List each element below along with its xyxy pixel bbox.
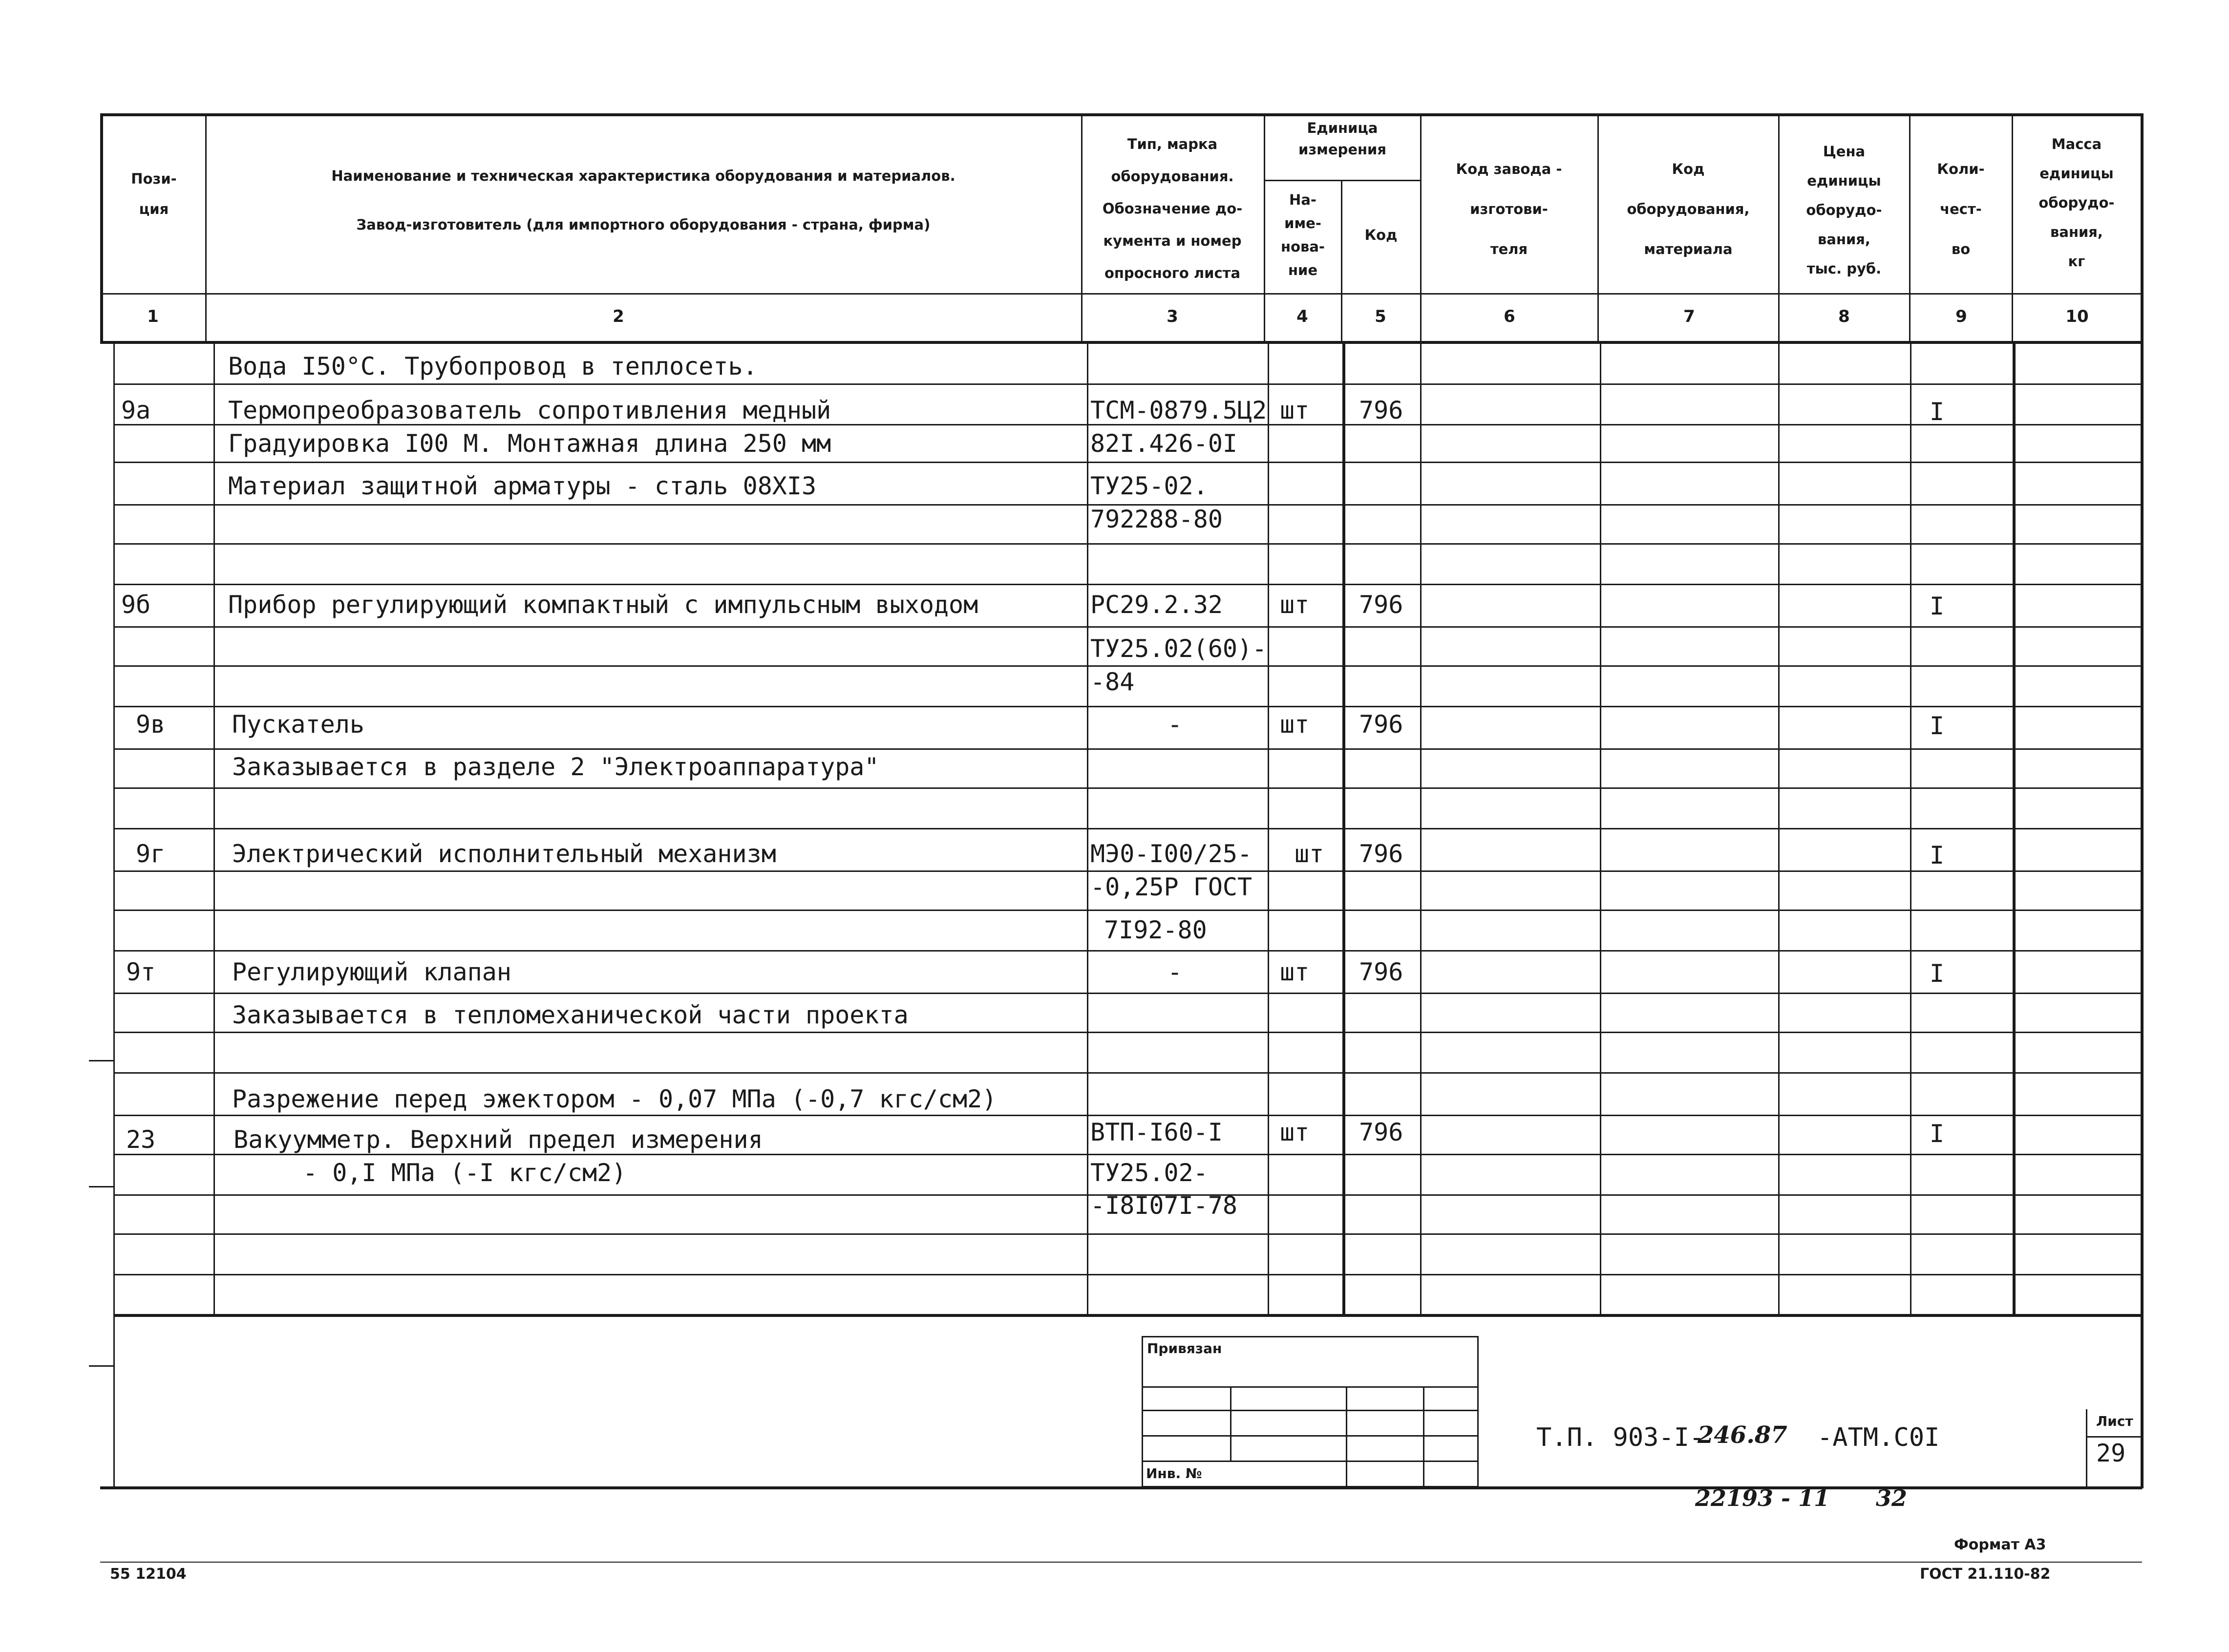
row-type: 792288-80 (1090, 505, 1223, 533)
row-line (113, 1274, 2141, 1275)
format-label: Формат А3 (1954, 1536, 2046, 1553)
column-number: 1 (147, 307, 159, 326)
row-position: 9б (121, 591, 151, 619)
sheet-box (2086, 1409, 2141, 1486)
margin-tick (89, 1186, 113, 1187)
row-name: Вода I50°C. Трубопровод в теплосеть. (228, 352, 758, 381)
table-left-border (100, 113, 103, 342)
row-type: МЭ0-I00/25- (1090, 840, 1252, 868)
stamp-line (1143, 1386, 1477, 1388)
column-number: 10 (2065, 307, 2089, 326)
sheet-label: Лист (2096, 1413, 2133, 1429)
row-type: РС29.2.32 (1090, 591, 1223, 619)
row-type: - (1168, 958, 1183, 986)
row-line (113, 1032, 2141, 1033)
row-line (113, 993, 2141, 994)
row-type: - (1168, 710, 1183, 739)
row-quantity: I (1930, 712, 1945, 740)
header-quantity: Коли- чест- во (1937, 161, 1985, 257)
row-type: ТУ25.02- (1090, 1159, 1208, 1187)
bound-label: Привязан (1147, 1340, 1222, 1356)
left-code: 55 12104 (110, 1566, 187, 1583)
header-col-sep-4 (1341, 180, 1342, 342)
row-unit-code: 796 (1359, 396, 1403, 424)
row-quantity: I (1930, 592, 1945, 620)
header-unit-group: Единица измерения (1298, 120, 1386, 158)
row-line (113, 462, 2141, 463)
stamp-line (1230, 1386, 1231, 1462)
header-type: Тип, марка оборудования. Обозначение до- кумента и номер опросного листа (1102, 136, 1243, 281)
stamp-line (1143, 1435, 1477, 1437)
row-line (113, 706, 2141, 707)
document-code-handwritten: 246.87 (1698, 1421, 1787, 1449)
row-type: ТСМ-0879.5Ц2 (1090, 396, 1267, 424)
row-quantity: I (1930, 841, 1945, 869)
sheet-bottom-border (100, 1486, 2142, 1489)
row-position: 9г (136, 840, 166, 868)
row-line (113, 584, 2141, 585)
row-type: ТУ25.02(60)- (1090, 635, 1267, 663)
stamp-line (1143, 1461, 1477, 1462)
sheet-box-divider (2087, 1436, 2141, 1438)
row-quantity: I (1930, 1120, 1945, 1148)
header-unit-name: На- име- нова- ние (1281, 191, 1325, 278)
row-name: Заказывается в разделе 2 "Электроаппаратура" (232, 753, 879, 781)
column-number: 2 (613, 307, 624, 326)
archive-number: 22193 - 11 (1695, 1485, 1830, 1511)
row-line (113, 1072, 2141, 1074)
row-name: Градуировка I00 М. Монтажная длина 250 мм (228, 429, 831, 458)
row-type: -84 (1090, 668, 1135, 696)
row-name: Прибор регулирующий компактный с импульсным выходом (228, 591, 978, 619)
table-right-border (2141, 113, 2144, 1488)
column-number: 4 (1296, 307, 1308, 326)
row-position: 23 (126, 1125, 156, 1154)
archive-page: 32 (1876, 1485, 1908, 1511)
row-name: Регулирующий клапан (232, 958, 511, 986)
header-unit-code: Код (1364, 227, 1398, 243)
row-unit-code: 796 (1359, 591, 1403, 619)
row-unit-code: 796 (1359, 958, 1403, 986)
header-mass: Масса единицы оборудо- вания, кг (2038, 136, 2115, 270)
row-quantity: I (1930, 398, 1945, 426)
table-body-bottom-border (113, 1314, 2141, 1317)
row-line (113, 1233, 2141, 1235)
row-line (113, 787, 2141, 789)
column-number: 9 (1955, 307, 1967, 326)
row-name: - 0,I МПа (-I кгс/см2) (303, 1159, 627, 1187)
column-number: 7 (1683, 307, 1695, 326)
row-unit: шт (1295, 840, 1324, 868)
row-line (113, 1115, 2141, 1116)
row-position: 9в (136, 710, 166, 739)
stamp-line (1423, 1386, 1424, 1486)
row-name: Вакуумметр. Верхний предел измерения (234, 1125, 763, 1154)
row-line (113, 626, 2141, 628)
stamp-line (1346, 1386, 1347, 1486)
row-quantity: I (1930, 959, 1945, 988)
row-line (113, 543, 2141, 545)
row-unit: шт (1280, 958, 1310, 986)
row-name: Электрический исполнительный механизм (232, 840, 776, 868)
header-bottom-border (100, 293, 2142, 295)
document-code-suffix: -АТМ.С0I (1817, 1423, 1940, 1452)
row-line (113, 383, 2141, 385)
row-unit-code: 796 (1359, 1118, 1403, 1146)
row-name: Термопреобразователь сопротивления медный (228, 396, 831, 424)
row-name: Разрежение перед эжектором - 0,07 МПа (-0,7 кгс/см2) (232, 1085, 997, 1113)
row-line (113, 748, 2141, 750)
row-type: -0,25Р ГОСТ (1090, 873, 1252, 901)
margin-tick (89, 1365, 113, 1367)
row-type: ВТП-I60-I (1090, 1118, 1223, 1146)
row-unit: шт (1280, 396, 1310, 424)
row-line (113, 910, 2141, 911)
header-price: Цена единицы оборудо- вания, тыс. руб. (1806, 143, 1882, 277)
binding-stamp (1142, 1336, 1479, 1487)
row-position: 9а (121, 396, 151, 424)
table-top-border (100, 113, 2142, 116)
row-unit-code: 796 (1359, 710, 1403, 739)
row-type: ТУ25-02. (1090, 472, 1208, 500)
row-name: Пускатель (232, 710, 364, 739)
row-type: 7I92-80 (1104, 916, 1207, 944)
footer-line (100, 1562, 2142, 1563)
row-line (113, 828, 2141, 829)
row-line (113, 950, 2141, 952)
header-name: Наименование и техническая характеристика оборудования и материалов. Завод-изготовитель (для импортного оборудования - страна, фирма) (331, 168, 955, 233)
row-line (113, 1154, 2141, 1155)
header-manufacturer-code: Код завода - изготови- теля (1456, 161, 1562, 257)
standard-label: ГОСТ 21.110-82 (1920, 1566, 2051, 1583)
row-unit: шт (1280, 591, 1310, 619)
column-number: 5 (1375, 307, 1386, 326)
sheet-number: 29 (2096, 1439, 2126, 1467)
row-position: 9т (126, 958, 156, 986)
row-unit-code: 796 (1359, 840, 1403, 868)
row-line (113, 870, 2141, 872)
document-code-prefix: Т.П. 903-I- (1536, 1423, 1705, 1452)
row-type: 82I.426-0I (1090, 429, 1238, 458)
inventory-number-label: Инв. № (1146, 1465, 1202, 1482)
stamp-line (1143, 1410, 1477, 1411)
column-number: 8 (1838, 307, 1850, 326)
row-name: Материал защитной арматуры - сталь 08XI3 (228, 472, 817, 500)
row-type: -I8I07I-78 (1090, 1191, 1238, 1220)
row-unit: шт (1280, 1118, 1310, 1146)
column-number: 3 (1167, 307, 1178, 326)
header-equipment-code: Код оборудования, материала (1627, 161, 1750, 257)
row-line (113, 665, 2141, 667)
margin-tick (89, 1060, 113, 1061)
row-name: Заказывается в тепломеханической части проекта (232, 1001, 909, 1029)
row-unit: шт (1280, 710, 1310, 739)
column-numbers-bottom-border (100, 341, 2142, 344)
column-number: 6 (1504, 307, 1515, 326)
header-position: Пози- ция (131, 170, 177, 217)
